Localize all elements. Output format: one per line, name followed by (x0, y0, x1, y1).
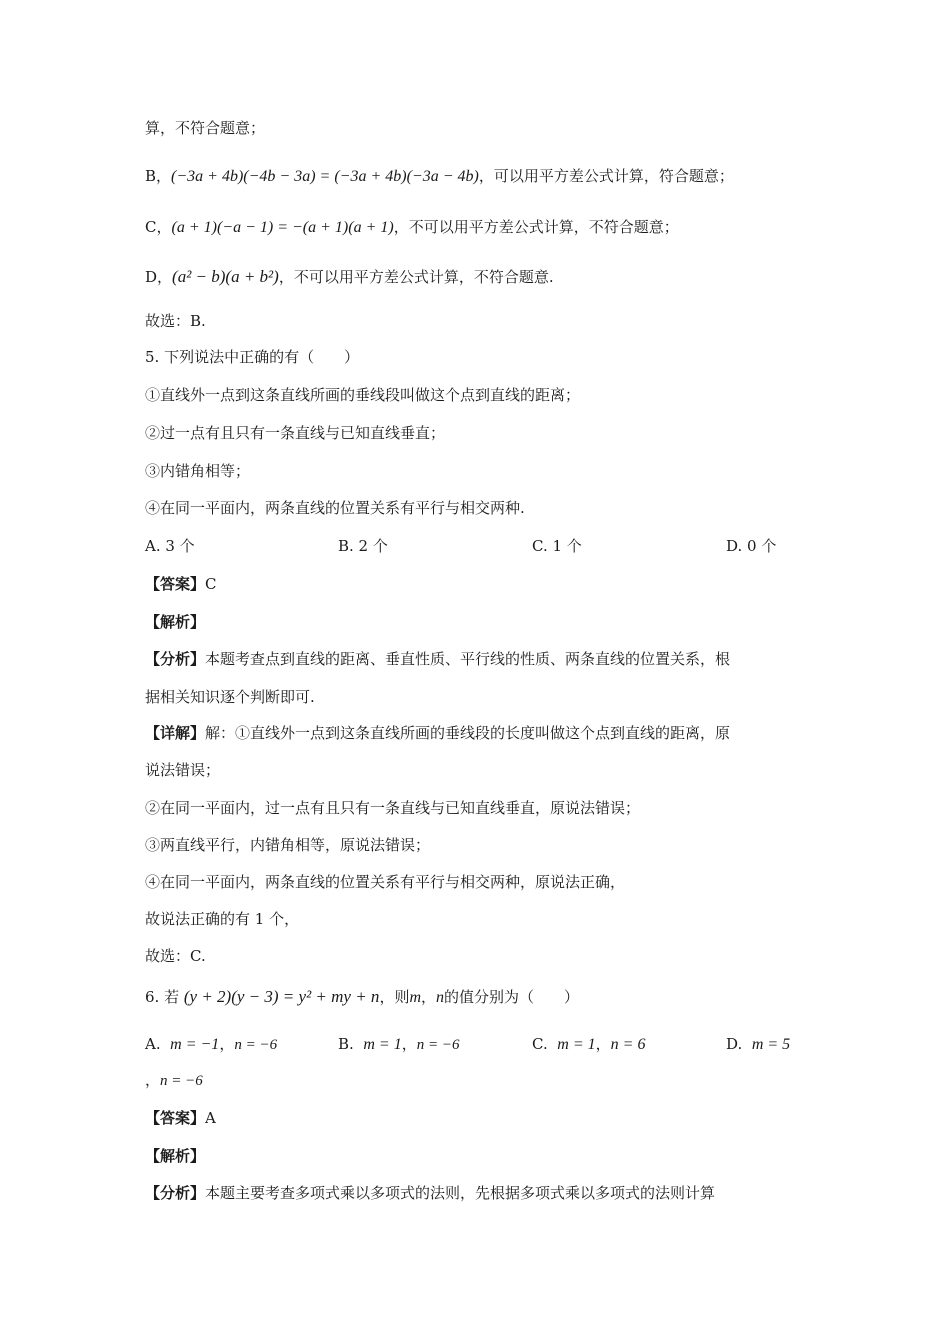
q4-d-text: ，不可以用平方差公式计算，不符合题意. (278, 268, 554, 286)
q6-answer-tag: 【答案】 (145, 1109, 206, 1127)
q5-option-c: C. 1 个 (532, 537, 582, 555)
q5-jiexi-heading: 【解析】 (145, 613, 206, 631)
q5-answer-tag: 【答案】 (145, 575, 206, 593)
q6-stem (145, 987, 579, 1008)
q6-option-c: C. m = 1，n = 6 (532, 1035, 646, 1053)
q6-c-label: C. (532, 1035, 548, 1053)
q5-statement-2: ②过一点有且只有一条直线与已知直线垂直； (145, 424, 446, 442)
q6-var-m: m (409, 989, 422, 1006)
q5-analysis-line-2: 据相关知识逐个判断即可. (145, 688, 315, 706)
q6-a-m: m = −1 (170, 1036, 220, 1053)
q5-option-a: A. 3 个 (145, 537, 195, 555)
q6-answer-value: A (205, 1109, 216, 1127)
q4-c-formula: (a + 1)(−a − 1) = −(a + 1)(a + 1) (171, 219, 394, 236)
q5-statement-3: ③内错角相等； (145, 462, 251, 480)
q6-b-label: B. (338, 1035, 354, 1053)
q5-choice: 故选：C. (145, 947, 206, 965)
q6-comma: ， (421, 988, 437, 1006)
q5-detail-line-2: 说法错误； (145, 761, 221, 779)
q6-stem-formula: (y + 2)(y − 3) = y² + my + n (183, 987, 380, 1006)
q4-d-label: D， (145, 268, 173, 286)
q4-b-text: ，可以用平方差公式计算，符合题意； (478, 167, 734, 185)
q5-answer (145, 574, 217, 594)
q5-statement-4: ④在同一平面内，两条直线的位置关系有平行与相交两种. (145, 499, 525, 517)
q6-c-m: m = 1 (557, 1036, 596, 1053)
q4-b-label: B， (145, 167, 172, 185)
q6-b-n: n = −6 (416, 1037, 460, 1053)
q5-detail-line-6: 故说法正确的有 1 个， (145, 910, 300, 928)
q5-detail-line-5: ④在同一平面内，两条直线的位置关系有平行与相交两种，原说法正确， (145, 873, 626, 891)
q6-analysis-line-1 (145, 1183, 715, 1203)
q5-detail-line-4: ③两直线平行，内错角相等，原说法错误； (145, 836, 431, 854)
q6-option-d-continued: ，n = −6 (145, 1071, 203, 1089)
q4-option-c-analysis (145, 217, 679, 238)
q6-var-n: n (436, 989, 445, 1006)
q5-option-d: D. 0 个 (726, 537, 777, 555)
q6-a-label: A. (145, 1035, 161, 1053)
q4-choice: 故选：B. (145, 312, 206, 330)
q4-c-label: C， (145, 218, 172, 236)
q6-jiexi-heading: 【解析】 (145, 1147, 206, 1165)
q4-c-text: ，不可以用平方差公式计算，不符合题意； (393, 218, 679, 236)
q5-xiangjie-tag: 【详解】 (145, 724, 206, 742)
q5-fenxi-text-1: 本题考查点到直线的距离、垂直性质、平行线的性质、两条直线的位置关系，根 (205, 650, 731, 668)
q6-stem-mid: ，则 (379, 988, 410, 1006)
q6-stem-post: 的值分别为（ ） (444, 988, 580, 1006)
q6-option-d (726, 1034, 790, 1055)
q4-b-formula: (−3a + 4b)(−4b − 3a) = (−3a + 4b)(−3a − 4b) (171, 168, 479, 185)
q5-detail-line-1 (145, 723, 730, 743)
q6-fenxi-text-1: 本题主要考查多项式乘以多项式的法则，先根据多项式乘以多项式的法则计算 (205, 1184, 716, 1202)
q4-option-b-analysis (145, 166, 734, 187)
q6-a-n: n = −6 (234, 1037, 278, 1053)
q6-d-label: D. (726, 1035, 743, 1053)
q5-xiangjie-text-1: 解：①直线外一点到这条直线所画的垂线段的长度叫做这个点到直线的距离，原 (205, 724, 731, 742)
q4-continuation: 算，不符合题意； (145, 119, 266, 137)
q6-b-m: m = 1 (363, 1036, 402, 1053)
q5-detail-line-3: ②在同一平面内，过一点有且只有一条直线与已知直线垂直，原说法错误； (145, 799, 641, 817)
q6-d-m: m = 5 (751, 1036, 791, 1053)
q6-option-a: A. m = −1，n = −6 (145, 1035, 278, 1053)
q6-option-b: B. m = 1，n = −6 (338, 1035, 460, 1053)
q4-option-d-analysis (145, 267, 554, 287)
q5-fenxi-tag: 【分析】 (145, 650, 206, 668)
q6-c-n: n = 6 (610, 1036, 646, 1053)
q5-option-b: B. 2 个 (338, 537, 388, 555)
q4-d-formula: (a² − b)(a + b²) (172, 267, 279, 286)
q5-answer-value: C (205, 575, 217, 593)
q5-statement-1: ①直线外一点到这条直线所画的垂线段叫做这个点到直线的距离； (145, 386, 581, 404)
q6-fenxi-tag: 【分析】 (145, 1184, 206, 1202)
q6-d-n: n = −6 (160, 1073, 203, 1089)
q6-stem-pre: 6. 若 (145, 988, 180, 1006)
q5-stem: 5. 下列说法中正确的有（ ） (145, 348, 360, 366)
q5-analysis-line-1 (145, 649, 730, 669)
q6-answer (145, 1108, 216, 1128)
